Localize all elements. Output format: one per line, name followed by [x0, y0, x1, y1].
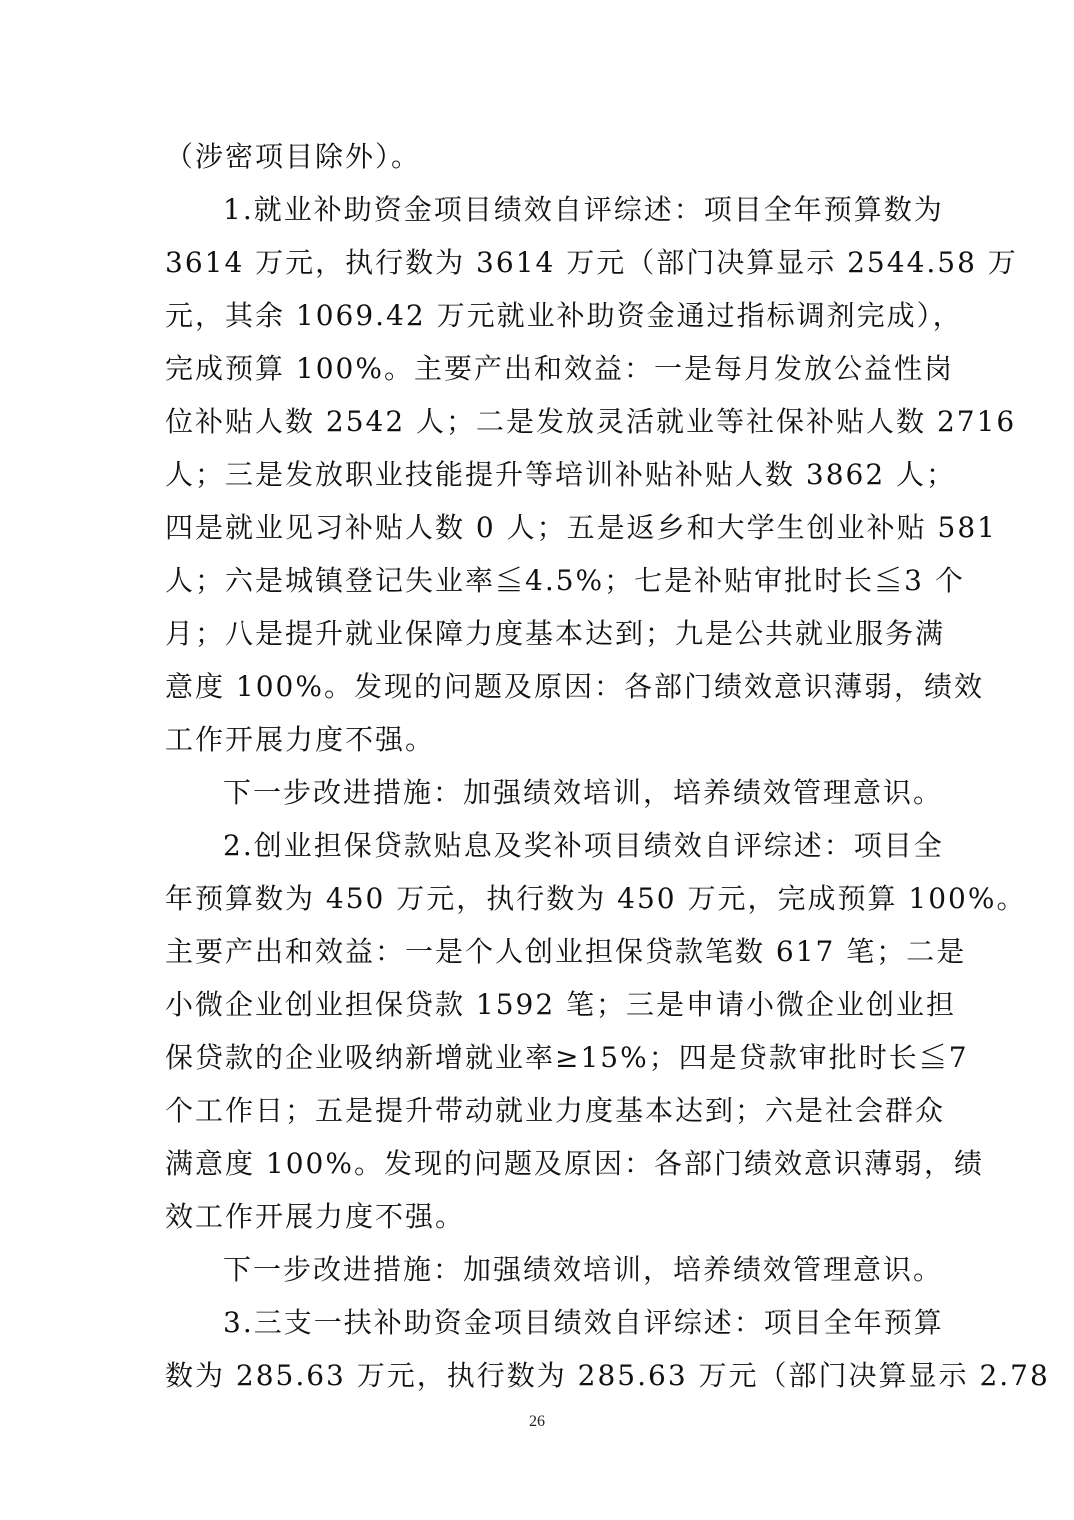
text-line: 效工作开展力度不强。 [165, 1200, 466, 1233]
text-line: 完成预算 100%。主要产出和效益：一是每月发放公益性岗 [165, 352, 954, 385]
text-line: 1.就业补助资金项目绩效自评综述：项目全年预算数为 [223, 193, 944, 226]
text-line: 位补贴人数 2542 人；二是发放灵活就业等社保补贴人数 2716 [165, 405, 1017, 438]
body-text [165, 130, 1050, 1402]
text-line: 人；三是发放职业技能提升等培训补贴补贴人数 3862 人； [165, 458, 957, 491]
text-line: 2.创业担保贷款贴息及奖补项目绩效自评综述：项目全 [223, 829, 944, 862]
text-line: 3.三支一扶补助资金项目绩效自评综述：项目全年预算 [223, 1306, 944, 1339]
text-line: 下一步改进措施：加强绩效培训，培养绩效管理意识。 [223, 776, 944, 809]
text-line: 小微企业创业担保贷款 1592 笔；三是申请小微企业创业担 [165, 988, 957, 1021]
text-line: 下一步改进措施：加强绩效培训，培养绩效管理意识。 [223, 1253, 944, 1286]
text-line: 年预算数为 450 万元，执行数为 450 万元，完成预算 100%。 [165, 882, 1027, 915]
text-line: 工作开展力度不强。 [165, 723, 436, 756]
text-line: 保贷款的企业吸纳新增就业率≥15%；四是贷款审批时长≦7 [165, 1041, 969, 1074]
text-line: 月；八是提升就业保障力度基本达到；九是公共就业服务满 [165, 617, 946, 650]
text-line: 四是就业见习补贴人数 0 人；五是返乡和大学生创业补贴 581 [165, 511, 997, 544]
text-line: 意度 100%。发现的问题及原因：各部门绩效意识薄弱，绩效 [165, 670, 984, 703]
text-line: 满意度 100%。发现的问题及原因：各部门绩效意识薄弱，绩 [165, 1147, 984, 1180]
text-line: 数为 285.63 万元，执行数为 285.63 万元（部门决算显示 2.78 [165, 1359, 1050, 1392]
text-line: 元，其余 1069.42 万元就业补助资金通过指标调剂完成）， [165, 299, 963, 332]
page-number: 26 [529, 1413, 545, 1430]
text-line: 主要产出和效益：一是个人创业担保贷款笔数 617 笔；二是 [165, 935, 967, 968]
text-line: （涉密项目除外）。 [165, 140, 422, 173]
text-line: 个工作日；五是提升带动就业力度基本达到；六是社会群众 [165, 1094, 946, 1127]
text-line: 3614 万元，执行数为 3614 万元（部门决算显示 2544.58 万 [165, 246, 1018, 279]
text-line: 人；六是城镇登记失业率≦4.5%；七是补贴审批时长≦3 个 [165, 564, 965, 597]
